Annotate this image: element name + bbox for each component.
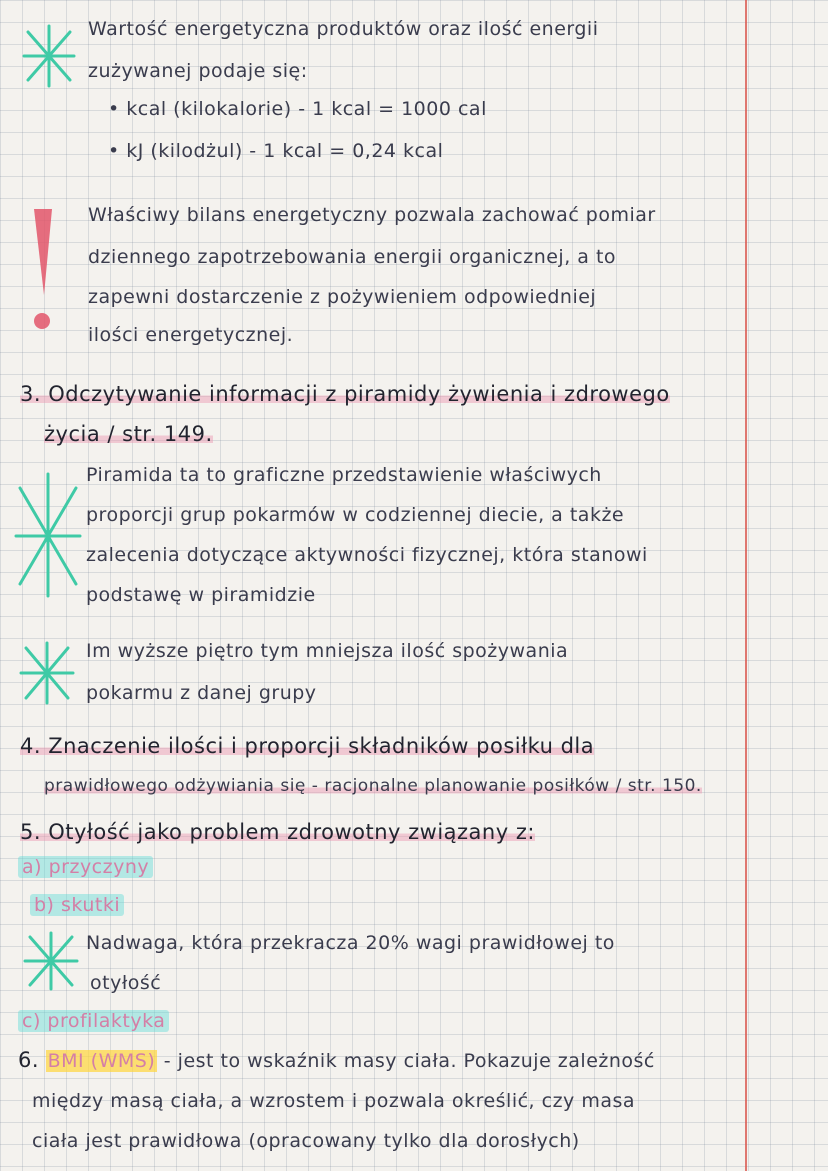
list-item-label: b) skutki — [30, 894, 124, 916]
note-line: pokarmu z danej grupy — [86, 682, 317, 704]
note-line: ilości energetycznej. — [88, 324, 294, 346]
note-line: zalecenia dotyczące aktywności fizycznej, która stanowi — [86, 544, 648, 566]
note-line: otyłość — [90, 972, 162, 994]
note-line: zapewni dostarczenie z pożywieniem odpowiedniej — [88, 286, 597, 308]
note-line: Wartość energetyczna produktów oraz ilość energii — [88, 18, 599, 40]
asterisk-marker-icon — [20, 22, 78, 90]
section-heading: życia / str. 149. — [44, 422, 213, 446]
list-item — [18, 1012, 169, 1031]
note-line — [18, 1050, 655, 1071]
note-line: Nadwaga, która przekracza 20% wagi prawidłowej to — [86, 932, 615, 954]
list-item — [30, 896, 124, 915]
bmi-definition: - jest to wskaźnik masy ciała. Pokazuje zależność — [163, 1050, 655, 1072]
list-item — [18, 858, 153, 877]
note-line: Właściwy bilans energetyczny pozwala zachować pomiar — [88, 204, 656, 226]
list-item-label: a) przyczyny — [18, 856, 153, 878]
section-heading: 4. Znaczenie ilości i proporcji składników posiłku dla — [20, 734, 595, 758]
note-line: • kcal (kilokalorie) - 1 kcal = 1000 cal — [108, 98, 487, 120]
note-line: Im wyższe piętro tym mniejsza ilość spożywania — [86, 640, 569, 662]
exclamation-marker-icon — [28, 205, 58, 335]
asterisk-marker-icon — [22, 930, 80, 992]
note-line: ciała jest prawidłowa (opracowany tylko dla dorosłych) — [32, 1130, 580, 1152]
section-heading: prawidłowego odżywiania się - racjonalne planowanie posiłków / str. 150. — [44, 776, 702, 796]
note-line: dziennego zapotrzebowania energii organicznej, a to — [88, 246, 617, 268]
page-margin-line — [745, 0, 747, 1171]
section-heading: 3. Odczytywanie informacji z piramidy żywienia i zdrowego — [20, 382, 670, 406]
note-line: • kJ (kilodżul) - 1 kcal = 0,24 kcal — [108, 140, 444, 162]
bmi-term: BMI (WMS) — [47, 1050, 156, 1072]
note-line: między masą ciała, a wzrostem i pozwala określić, czy masa — [32, 1090, 636, 1112]
note-line: podstawę w piramidzie — [86, 584, 316, 606]
note-line: Piramida ta to graficzne przedstawienie właściwych — [86, 464, 602, 486]
list-item-label: c) profilaktyka — [18, 1010, 169, 1032]
section-heading: 5. Otyłość jako problem zdrowotny związany z: — [20, 820, 535, 844]
note-line: zużywanej podaje się: — [88, 60, 308, 82]
section-number: 6. — [18, 1048, 40, 1072]
asterisk-marker-icon — [12, 470, 84, 600]
asterisk-marker-icon — [18, 640, 76, 706]
note-line: proporcji grup pokarmów w codziennej diecie, a także — [86, 504, 625, 526]
